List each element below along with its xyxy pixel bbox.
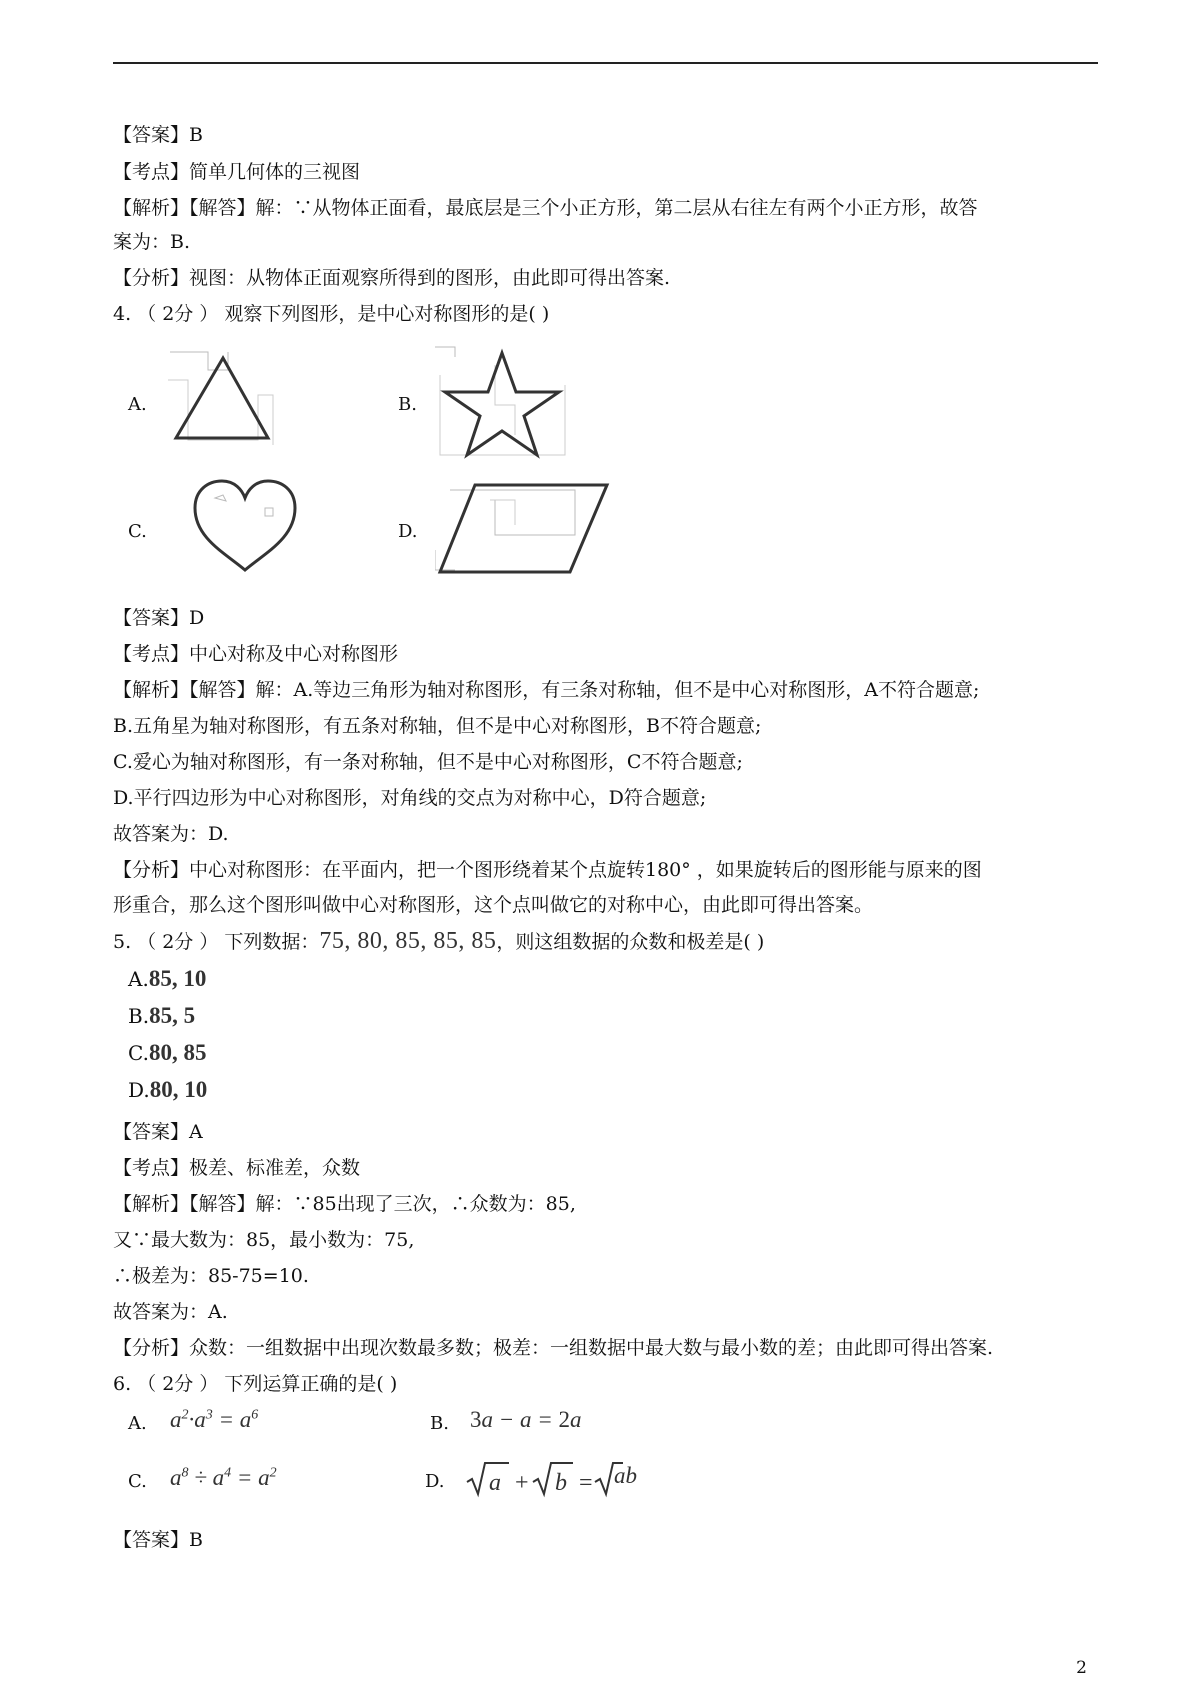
q4-analysis-line5: 故答案为：D. xyxy=(113,823,229,845)
q3-answer: 【答案】B xyxy=(113,124,203,146)
svg-text:b: b xyxy=(555,1470,567,1496)
q4-explain-line2: 形重合，那么这个图形叫做中心对称图形，这个点叫做它的对称中心，由此即可得出答案。 xyxy=(113,894,874,916)
q5-stem xyxy=(113,929,764,954)
q3-explain: 【分析】视图：从物体正面观察所得到的图形，由此即可得出答案. xyxy=(113,267,671,289)
q4-option-a-label: A. xyxy=(128,394,147,415)
header-rule xyxy=(113,62,1098,64)
q4-analysis-line3: C.爱心为轴对称图形，有一条对称轴，但不是中心对称图形，C不符合题意; xyxy=(113,751,743,773)
q5-analysis-line4: 故答案为：A. xyxy=(113,1301,228,1323)
svg-text:+: + xyxy=(515,1470,529,1496)
q6-answer: 【答案】B xyxy=(113,1529,203,1551)
page-number: 2 xyxy=(1076,1658,1087,1678)
svg-text:a: a xyxy=(489,1470,501,1496)
q6-option-b-formula: 3a − a = 2a xyxy=(470,1407,582,1432)
q6-option-d-formula-tail: ab xyxy=(614,1463,637,1488)
q3-analysis-line1: 【解析】【解答】解：∵从物体正面看，最底层是三个小正方形，第二层从右往左有两个小正方形，故答 xyxy=(113,197,978,219)
q4-option-c-label: C. xyxy=(128,521,147,542)
q3-topic: 【考点】简单几何体的三视图 xyxy=(113,161,361,183)
q5-analysis-line2: 又∵最大数为：85，最小数为：75, xyxy=(113,1229,415,1251)
triangle-figure xyxy=(168,350,278,450)
q6-option-a-formula: $a^2\cdot a^3 = a^6$ xyxy=(170,1407,259,1432)
q3-analysis-line2: 案为：B. xyxy=(113,231,191,253)
q4-option-d-label: D. xyxy=(398,521,418,542)
q5-option-a xyxy=(128,966,206,992)
q5-option-d xyxy=(128,1077,207,1103)
q6-stem: 6. （ 2分 ） 下列运算正确的是( ) xyxy=(113,1373,398,1395)
svg-text:=: = xyxy=(579,1470,593,1496)
q5-option-a-value: 85, 10 xyxy=(148,966,207,991)
q4-answer: 【答案】D xyxy=(113,607,205,629)
q6-option-c-formula: $a^8 \div a^4 = a^2$ xyxy=(170,1465,277,1490)
q5-explain: 【分析】众数：一组数据中出现次数最多数；极差：一组数据中最大数与最小数的差；由此即可得出答案. xyxy=(113,1337,994,1359)
q4-topic: 【考点】中心对称及中心对称图形 xyxy=(113,643,399,665)
q4-analysis-line1: 【解析】【解答】解：A.等边三角形为轴对称图形，有三条对称轴，但不是中心对称图形，A不符合题意; xyxy=(113,679,980,701)
q5-option-c-label: C. xyxy=(128,1041,149,1065)
q5-analysis-line3: ∴极差为：85-75=10. xyxy=(113,1265,309,1287)
q5-option-b xyxy=(128,1003,195,1029)
q4-analysis-line2: B.五角星为轴对称图形，有五条对称轴，但不是中心对称图形，B不符合题意; xyxy=(113,715,762,737)
q5-option-d-value: 80, 10 xyxy=(149,1077,208,1102)
q5-data-values: 75, 80, 85, 85, 85 xyxy=(319,928,497,954)
q4-explain-line1: 【分析】中心对称图形：在平面内，把一个图形绕着某个点旋转180° ，如果旋转后的图形能与原来的图 xyxy=(113,859,982,881)
q6-option-d-formula xyxy=(465,1458,625,1500)
heart-figure xyxy=(190,478,300,578)
q6-option-d-label: D. xyxy=(425,1471,445,1492)
q6-option-a-label: A. xyxy=(128,1413,147,1434)
q4-option-b-label: B. xyxy=(398,394,417,415)
parallelogram-figure xyxy=(435,480,610,580)
q5-option-b-value: 85, 5 xyxy=(149,1003,196,1028)
q5-option-c xyxy=(128,1040,206,1066)
q5-option-d-label: D. xyxy=(128,1078,150,1102)
q6-option-b-label: B. xyxy=(430,1413,449,1434)
q5-topic: 【考点】极差、标准差，众数 xyxy=(113,1157,361,1179)
q5-option-a-label: A. xyxy=(128,967,149,991)
q5-stem-prefix: 5. （ 2分 ） 下列数据： xyxy=(113,931,320,953)
q4-stem: 4. （ 2分 ） 观察下列图形，是中心对称图形的是( ) xyxy=(113,303,550,325)
q5-answer: 【答案】A xyxy=(113,1121,203,1143)
q5-option-b-label: B. xyxy=(128,1004,150,1028)
q5-stem-suffix: ，则这组数据的众数和极差是( ) xyxy=(496,931,765,953)
q4-analysis-line4: D.平行四边形为中心对称图形，对角线的交点为对称中心，D符合题意; xyxy=(113,787,707,809)
q6-option-c-label: C. xyxy=(128,1471,147,1492)
q5-analysis-line1: 【解析】【解答】解：∵85出现了三次，∴众数为：85, xyxy=(113,1193,576,1215)
star-figure xyxy=(435,345,570,463)
q5-option-c-value: 80, 85 xyxy=(148,1040,207,1065)
